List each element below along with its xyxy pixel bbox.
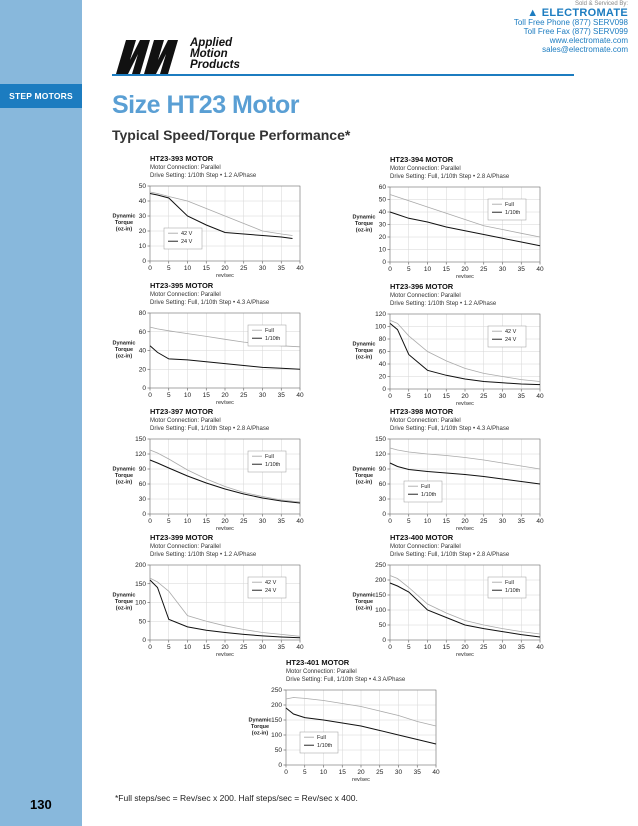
y-axis-label: (oz-in) bbox=[115, 226, 133, 233]
x-tick-label: 40 bbox=[536, 644, 544, 651]
y-tick-label: 10 bbox=[138, 243, 146, 251]
x-tick-label: 5 bbox=[406, 644, 411, 651]
chart-subtitle-drive: Drive Setting: Full, 1/10th Step • 4.3 A/Phase bbox=[150, 300, 270, 306]
y-axis-label: (oz-in) bbox=[355, 479, 373, 486]
x-tick-label: 0 bbox=[388, 266, 392, 273]
sold-by-label: Sold & Serviced By: bbox=[574, 1, 628, 7]
x-tick-label: 35 bbox=[413, 769, 421, 776]
x-tick-label: 30 bbox=[258, 518, 267, 525]
x-tick-label: 40 bbox=[296, 644, 304, 651]
x-tick-label: 0 bbox=[148, 518, 152, 525]
y-tick-label: 40 bbox=[138, 198, 146, 206]
chart-subtitle-connection: Motor Connection: Parallel bbox=[150, 418, 221, 424]
y-tick-label: 0 bbox=[142, 258, 146, 266]
y-axis-label: Dynamic bbox=[352, 341, 376, 348]
x-tick-label: 15 bbox=[442, 518, 450, 525]
x-tick-label: 15 bbox=[338, 769, 346, 776]
y-tick-label: 200 bbox=[271, 702, 282, 710]
legend-label: 42 V bbox=[181, 231, 193, 237]
x-tick-label: 20 bbox=[221, 392, 229, 399]
y-tick-label: 20 bbox=[378, 234, 386, 242]
x-tick-label: 15 bbox=[202, 644, 210, 651]
x-tick-label: 15 bbox=[442, 644, 450, 651]
chart-svg bbox=[348, 535, 548, 660]
y-axis-label: Torque bbox=[114, 599, 134, 605]
y-tick-label: 100 bbox=[135, 599, 146, 607]
y-tick-label: 100 bbox=[375, 323, 386, 331]
x-axis-label: rev/sec bbox=[456, 652, 474, 658]
x-tick-label: 15 bbox=[202, 392, 210, 399]
y-tick-label: 120 bbox=[135, 451, 146, 459]
x-tick-label: 20 bbox=[461, 518, 469, 525]
dealer-email-link[interactable]: sales@electromate.com bbox=[542, 45, 628, 54]
legend-label: 1/10th bbox=[505, 588, 521, 594]
y-axis-label: (oz-in) bbox=[115, 353, 133, 360]
y-axis-label: Torque bbox=[114, 220, 134, 226]
x-tick-label: 35 bbox=[277, 265, 285, 272]
x-tick-label: 35 bbox=[277, 392, 285, 399]
y-tick-label: 60 bbox=[138, 328, 146, 336]
chart-svg bbox=[244, 660, 444, 785]
section-title: Typical Speed/Torque Performance* bbox=[112, 127, 351, 143]
x-tick-label: 40 bbox=[296, 518, 304, 525]
chart-svg bbox=[108, 409, 308, 534]
chart-subtitle-connection: Motor Connection: Parallel bbox=[150, 165, 221, 171]
x-tick-label: 30 bbox=[258, 265, 267, 272]
chart-ht23-395 bbox=[108, 283, 308, 408]
x-tick-label: 5 bbox=[302, 769, 307, 776]
y-axis-label: Dynamic bbox=[112, 340, 136, 347]
y-tick-label: 0 bbox=[142, 511, 146, 519]
x-tick-label: 0 bbox=[388, 644, 392, 651]
x-tick-label: 5 bbox=[166, 392, 171, 399]
footnote: *Full steps/sec = Rev/sec x 200. Half steps/sec = Rev/sec x 400. bbox=[115, 793, 358, 803]
y-tick-label: 60 bbox=[378, 481, 386, 489]
y-tick-label: 0 bbox=[382, 637, 386, 645]
x-tick-label: 0 bbox=[148, 644, 152, 651]
legend-label: Full bbox=[505, 580, 514, 586]
chart-ht23-399 bbox=[108, 535, 308, 660]
chart-subtitle-drive: Drive Setting: 1/10th Step • 1.2 A/Phase bbox=[390, 301, 497, 307]
legend-label: 24 V bbox=[505, 337, 517, 343]
logo-line-1: Applied bbox=[190, 37, 233, 49]
y-tick-label: 50 bbox=[274, 747, 282, 755]
legend-label: 1/10th bbox=[505, 210, 521, 216]
x-tick-label: 20 bbox=[221, 265, 229, 272]
x-tick-label: 40 bbox=[296, 392, 304, 399]
x-tick-label: 30 bbox=[258, 644, 267, 651]
chart-title: HT23-399 MOTOR bbox=[150, 533, 214, 542]
page-title: Size HT23 Motor bbox=[112, 91, 299, 119]
chart-title: HT23-398 MOTOR bbox=[390, 407, 454, 416]
y-tick-label: 30 bbox=[138, 213, 146, 221]
x-tick-label: 35 bbox=[517, 518, 525, 525]
y-axis-label: Torque bbox=[354, 221, 374, 227]
x-tick-label: 35 bbox=[277, 644, 285, 651]
y-axis-label: Torque bbox=[250, 724, 270, 730]
chart-ht23-400 bbox=[348, 535, 548, 660]
y-axis-label: Dynamic bbox=[352, 592, 376, 599]
x-tick-label: 20 bbox=[221, 644, 229, 651]
y-axis-label: Dynamic bbox=[112, 592, 136, 599]
x-tick-label: 5 bbox=[406, 393, 411, 400]
legend-label: 1/10th bbox=[265, 336, 281, 342]
chart-subtitle-drive: Drive Setting: Full, 1/10th Step • 4.3 A/Phase bbox=[390, 426, 510, 432]
x-tick-label: 25 bbox=[240, 265, 248, 272]
chart-subtitle-connection: Motor Connection: Parallel bbox=[286, 669, 357, 675]
x-tick-label: 10 bbox=[423, 518, 432, 525]
y-tick-label: 40 bbox=[138, 347, 146, 355]
x-tick-label: 25 bbox=[240, 518, 248, 525]
y-tick-label: 90 bbox=[138, 466, 146, 474]
y-tick-label: 250 bbox=[375, 562, 386, 570]
x-tick-label: 20 bbox=[461, 266, 469, 273]
chart-ht23-396 bbox=[348, 284, 548, 409]
y-tick-label: 20 bbox=[378, 373, 386, 381]
chart-title: HT23-397 MOTOR bbox=[150, 407, 214, 416]
x-tick-label: 20 bbox=[221, 518, 229, 525]
chart-svg bbox=[108, 283, 308, 408]
legend-label: Full bbox=[317, 735, 326, 741]
x-tick-label: 0 bbox=[148, 392, 152, 399]
y-axis-label: (oz-in) bbox=[355, 354, 373, 361]
x-tick-label: 0 bbox=[284, 769, 288, 776]
y-axis-label: Dynamic bbox=[352, 214, 376, 221]
legend-label: Full bbox=[421, 484, 430, 490]
x-tick-label: 25 bbox=[240, 644, 248, 651]
chart-ht23-394 bbox=[348, 157, 548, 282]
x-tick-label: 15 bbox=[442, 393, 450, 400]
y-axis-label: (oz-in) bbox=[355, 227, 373, 234]
x-tick-label: 30 bbox=[394, 769, 403, 776]
y-axis-label: Torque bbox=[114, 473, 134, 479]
y-tick-label: 0 bbox=[142, 637, 146, 645]
y-tick-label: 0 bbox=[382, 386, 386, 394]
x-tick-label: 10 bbox=[423, 644, 432, 651]
legend-label: Full bbox=[265, 454, 274, 460]
chart-subtitle-drive: Drive Setting: Full, 1/10th Step • 2.8 A/Phase bbox=[150, 426, 270, 432]
chart-svg bbox=[108, 156, 308, 281]
x-tick-label: 30 bbox=[258, 392, 267, 399]
y-tick-label: 30 bbox=[138, 496, 146, 504]
y-axis-label: Torque bbox=[354, 599, 374, 605]
logo-text bbox=[190, 38, 240, 71]
x-tick-label: 30 bbox=[498, 266, 507, 273]
y-axis-label: Dynamic bbox=[352, 466, 376, 473]
x-tick-label: 35 bbox=[517, 393, 525, 400]
y-tick-label: 100 bbox=[271, 732, 282, 740]
dealer-contact bbox=[514, 0, 628, 54]
y-tick-label: 150 bbox=[375, 436, 386, 444]
chart-svg bbox=[348, 157, 548, 282]
dealer-brand-name: ELECTROMATE bbox=[541, 7, 628, 19]
dealer-website-link[interactable]: www.electromate.com bbox=[549, 36, 628, 45]
x-tick-label: 5 bbox=[406, 266, 411, 273]
chart-title: HT23-393 MOTOR bbox=[150, 154, 214, 163]
y-tick-label: 50 bbox=[378, 196, 386, 204]
y-axis-label: (oz-in) bbox=[251, 730, 269, 737]
y-axis-label: (oz-in) bbox=[355, 605, 373, 612]
chart-title: HT23-401 MOTOR bbox=[286, 658, 350, 667]
y-tick-label: 20 bbox=[138, 228, 146, 236]
x-tick-label: 10 bbox=[183, 265, 192, 272]
y-tick-label: 40 bbox=[378, 361, 386, 369]
chart-ht23-401 bbox=[244, 660, 444, 785]
x-tick-label: 25 bbox=[480, 518, 488, 525]
y-tick-label: 100 bbox=[375, 607, 386, 615]
y-tick-label: 20 bbox=[138, 366, 146, 374]
y-tick-label: 0 bbox=[142, 385, 146, 393]
chart-title: HT23-395 MOTOR bbox=[150, 281, 214, 290]
y-tick-label: 30 bbox=[378, 496, 386, 504]
y-axis-label: Torque bbox=[354, 473, 374, 479]
chart-subtitle-connection: Motor Connection: Parallel bbox=[150, 544, 221, 550]
y-tick-label: 150 bbox=[271, 717, 282, 725]
x-tick-label: 15 bbox=[202, 518, 210, 525]
chart-subtitle-connection: Motor Connection: Parallel bbox=[390, 418, 461, 424]
y-tick-label: 50 bbox=[378, 622, 386, 630]
x-axis-label: rev/sec bbox=[456, 274, 474, 280]
chart-subtitle-drive: Drive Setting: Full, 1/10th Step • 2.8 A/Phase bbox=[390, 552, 510, 558]
y-axis-label: Torque bbox=[354, 348, 374, 354]
x-tick-label: 5 bbox=[166, 518, 171, 525]
x-tick-label: 5 bbox=[166, 265, 171, 272]
x-tick-label: 10 bbox=[183, 392, 192, 399]
x-tick-label: 30 bbox=[498, 644, 507, 651]
y-tick-label: 0 bbox=[278, 762, 282, 770]
x-axis-label: rev/sec bbox=[456, 526, 474, 532]
y-tick-label: 50 bbox=[138, 618, 146, 626]
x-tick-label: 10 bbox=[183, 518, 192, 525]
y-tick-label: 60 bbox=[378, 184, 386, 192]
legend-label: Full bbox=[505, 202, 514, 208]
chart-subtitle-drive: Drive Setting: Full, 1/10th Step • 2.8 A/Phase bbox=[390, 174, 510, 180]
y-axis-label: Dynamic bbox=[112, 213, 136, 220]
sidebar bbox=[0, 0, 82, 826]
logo-line-3: Products bbox=[190, 59, 240, 71]
y-tick-label: 120 bbox=[375, 451, 386, 459]
y-tick-label: 40 bbox=[378, 209, 386, 217]
chart-title: HT23-394 MOTOR bbox=[390, 155, 454, 164]
chart-subtitle-connection: Motor Connection: Parallel bbox=[390, 166, 461, 172]
x-axis-label: rev/sec bbox=[216, 526, 234, 532]
x-tick-label: 30 bbox=[498, 393, 507, 400]
x-tick-label: 25 bbox=[480, 266, 488, 273]
chart-subtitle-connection: Motor Connection: Parallel bbox=[390, 293, 461, 299]
chart-subtitle-drive: Drive Setting: 1/10th Step • 1.2 A/Phase bbox=[150, 552, 257, 558]
legend-label: 42 V bbox=[505, 329, 517, 335]
y-tick-label: 0 bbox=[382, 511, 386, 519]
x-tick-label: 10 bbox=[319, 769, 328, 776]
y-tick-label: 80 bbox=[138, 310, 146, 318]
flame-icon: ▲ bbox=[527, 7, 539, 19]
y-tick-label: 250 bbox=[271, 687, 282, 695]
legend-label: 1/10th bbox=[421, 492, 437, 498]
x-tick-label: 25 bbox=[480, 644, 488, 651]
legend-label: 42 V bbox=[265, 580, 277, 586]
y-axis-label: Torque bbox=[114, 347, 134, 353]
x-axis-label: rev/sec bbox=[456, 401, 474, 407]
y-tick-label: 90 bbox=[378, 466, 386, 474]
x-axis-label: rev/sec bbox=[352, 777, 370, 783]
x-tick-label: 5 bbox=[166, 644, 171, 651]
y-axis-label: (oz-in) bbox=[115, 605, 133, 612]
x-axis-label: rev/sec bbox=[216, 273, 234, 279]
x-tick-label: 20 bbox=[357, 769, 365, 776]
legend-label: 1/10th bbox=[265, 462, 281, 468]
chart-subtitle-drive: Drive Setting: 1/10th Step • 1.2 A/Phase bbox=[150, 173, 257, 179]
dealer-brand bbox=[514, 9, 628, 18]
x-tick-label: 40 bbox=[536, 266, 544, 273]
x-tick-label: 40 bbox=[536, 518, 544, 525]
x-tick-label: 40 bbox=[296, 265, 304, 272]
x-tick-label: 40 bbox=[432, 769, 440, 776]
y-tick-label: 0 bbox=[382, 259, 386, 267]
x-tick-label: 20 bbox=[461, 644, 469, 651]
y-axis-label: Dynamic bbox=[248, 717, 272, 724]
section-tab-step-motors[interactable]: STEP MOTORS bbox=[0, 84, 82, 108]
x-tick-label: 40 bbox=[536, 393, 544, 400]
y-tick-label: 50 bbox=[138, 183, 146, 191]
chart-ht23-393 bbox=[108, 156, 308, 281]
x-tick-label: 5 bbox=[406, 518, 411, 525]
chart-title: HT23-400 MOTOR bbox=[390, 533, 454, 542]
y-tick-label: 150 bbox=[135, 436, 146, 444]
y-tick-label: 80 bbox=[378, 336, 386, 344]
x-tick-label: 15 bbox=[202, 265, 210, 272]
dealer-phone: Toll Free Phone (877) SERV098 bbox=[513, 18, 628, 27]
chart-subtitle-drive: Drive Setting: Full, 1/10th Step • 4.3 A/Phase bbox=[286, 677, 406, 683]
x-tick-label: 15 bbox=[442, 266, 450, 273]
y-tick-label: 120 bbox=[375, 311, 386, 319]
y-tick-label: 10 bbox=[378, 246, 386, 254]
y-axis-label: Dynamic bbox=[112, 466, 136, 473]
y-tick-label: 60 bbox=[378, 348, 386, 356]
y-tick-label: 200 bbox=[375, 577, 386, 585]
x-axis-label: rev/sec bbox=[216, 652, 234, 658]
chart-subtitle-connection: Motor Connection: Parallel bbox=[150, 292, 221, 298]
x-tick-label: 25 bbox=[480, 393, 488, 400]
x-tick-label: 0 bbox=[148, 265, 152, 272]
legend-label: 24 V bbox=[181, 239, 193, 245]
legend-label: 1/10th bbox=[317, 743, 333, 749]
chart-subtitle-connection: Motor Connection: Parallel bbox=[390, 544, 461, 550]
header-rule bbox=[112, 74, 574, 76]
logo-line-2: Motion bbox=[190, 48, 228, 60]
x-tick-label: 35 bbox=[517, 644, 525, 651]
y-tick-label: 60 bbox=[138, 481, 146, 489]
y-tick-label: 200 bbox=[135, 562, 146, 570]
x-tick-label: 0 bbox=[388, 518, 392, 525]
x-tick-label: 10 bbox=[423, 266, 432, 273]
legend-label: Full bbox=[265, 328, 274, 334]
chart-svg bbox=[348, 284, 548, 409]
chart-ht23-397 bbox=[108, 409, 308, 534]
y-tick-label: 150 bbox=[375, 592, 386, 600]
x-axis-label: rev/sec bbox=[216, 400, 234, 406]
x-tick-label: 10 bbox=[183, 644, 192, 651]
legend-label: 24 V bbox=[265, 588, 277, 594]
x-tick-label: 20 bbox=[461, 393, 469, 400]
y-axis-label: (oz-in) bbox=[115, 479, 133, 486]
x-tick-label: 35 bbox=[277, 518, 285, 525]
x-tick-label: 10 bbox=[423, 393, 432, 400]
dealer-fax: Toll Free Fax (877) SERV099 bbox=[523, 27, 628, 36]
x-tick-label: 25 bbox=[240, 392, 248, 399]
x-tick-label: 30 bbox=[498, 518, 507, 525]
x-tick-label: 25 bbox=[376, 769, 384, 776]
page-number: 130 bbox=[30, 797, 52, 812]
y-tick-label: 30 bbox=[378, 221, 386, 229]
chart-ht23-398 bbox=[348, 409, 548, 534]
x-tick-label: 0 bbox=[388, 393, 392, 400]
x-tick-label: 35 bbox=[517, 266, 525, 273]
y-tick-label: 150 bbox=[135, 580, 146, 588]
chart-svg bbox=[108, 535, 308, 660]
chart-svg bbox=[348, 409, 548, 534]
chart-title: HT23-396 MOTOR bbox=[390, 282, 454, 291]
